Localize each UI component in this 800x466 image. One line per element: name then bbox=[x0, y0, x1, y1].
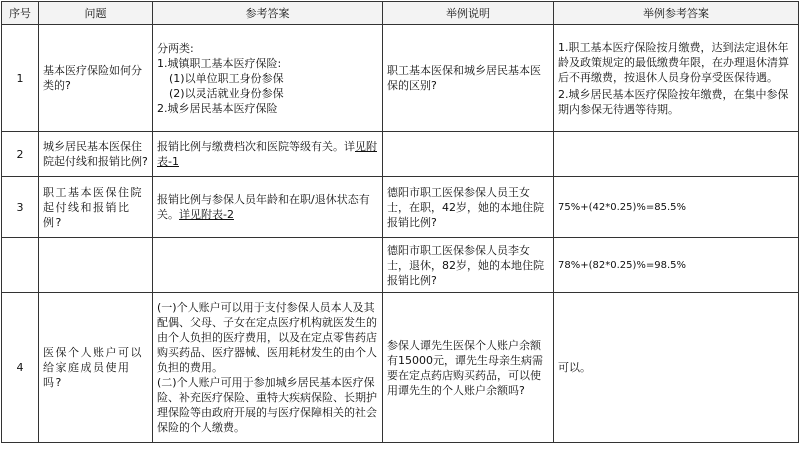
row-number: 1 bbox=[2, 25, 39, 132]
appendix-link-2[interactable]: 详见附表-2 bbox=[179, 208, 234, 221]
row-answer bbox=[153, 238, 383, 293]
row-number: 3 bbox=[2, 177, 39, 238]
answer-line: 分两类: bbox=[157, 41, 194, 55]
answer-line: (一)个人账户可以用于支付参保人员本人及其配偶、父母、子女在定点医疗机构就医发生的由个人负担的医疗费用，以及在定点零售药店购买药品、医疗器械、医用耗材发生的由个人负担的费用。 bbox=[157, 301, 377, 374]
answer-line: (1)以单位职工身份参保 bbox=[169, 71, 284, 85]
row-question: 医保个人账户可以给家庭成员使用吗? bbox=[39, 293, 153, 443]
row-number bbox=[2, 238, 39, 293]
answer-line: 2.城乡居民基本医疗保险 bbox=[157, 101, 278, 115]
row-question: 基本医疗保险如何分类的? bbox=[39, 25, 153, 132]
row-answer bbox=[153, 132, 383, 177]
answer-text: 报销比例与缴费档次和医院等级有关。详 bbox=[157, 140, 355, 153]
row-example-answer: 78%+(82*0.25)%=98.5% bbox=[554, 238, 799, 293]
appendix-link-1[interactable]: 见附表-1 bbox=[157, 140, 377, 168]
row-answer bbox=[153, 177, 383, 238]
answer-line: (二)个人账户可用于参加城乡居民基本医疗保险、补充医疗保险、重特大疾病保险、长期护理保险等由政府开展的与医疗保障相关的社会保险的个人缴费。 bbox=[157, 376, 377, 434]
row-example: 德阳市职工医保参保人员王女士，在职，42岁，她的本地住院报销比例? bbox=[383, 177, 554, 238]
row-example: 职工基本医保和城乡居民基本医保的区别? bbox=[383, 25, 554, 132]
header-question: 问题 bbox=[39, 2, 153, 25]
row-example-answer: 可以。 bbox=[554, 293, 799, 443]
row-number: 4 bbox=[2, 293, 39, 443]
example-answer-line: 1.职工基本医疗保险按月缴费，达到法定退休年龄及政策规定的最低缴费年限，在办理退休清算后不再缴费，按退休人员身份享受医保待遇。 bbox=[558, 40, 789, 84]
header-no: 序号 bbox=[2, 2, 39, 25]
faq-table bbox=[1, 1, 799, 443]
row-example-answer bbox=[554, 132, 799, 177]
answer-line: 1.城镇职工基本医疗保险: bbox=[157, 56, 282, 70]
header-answer: 参考答案 bbox=[153, 2, 383, 25]
row-number: 2 bbox=[2, 132, 39, 177]
row-example: 参保人谭先生医保个人账户余额有15000元，谭先生母亲生病需要在定点药店购买药品，可以使用谭先生的个人账户余额吗? bbox=[383, 293, 554, 443]
table-row bbox=[2, 25, 799, 132]
answer-line: (2)以灵活就业身份参保 bbox=[169, 86, 284, 100]
table-row bbox=[2, 293, 799, 443]
row-answer bbox=[153, 293, 383, 443]
answer-text: 报销比例与参保人员年龄和在职/退休状态有关。 bbox=[157, 193, 370, 221]
table-row bbox=[2, 132, 799, 177]
example-answer-line: 2.城乡居民基本医疗保险按年缴费，在集中参保期内参保无待遇等待期。 bbox=[558, 87, 789, 116]
row-example-answer bbox=[554, 25, 799, 132]
header-example-answer: 举例参考答案 bbox=[554, 2, 799, 25]
row-question: 职工基本医保住院起付线和报销比例? bbox=[39, 177, 153, 238]
header-row bbox=[2, 2, 799, 25]
row-answer bbox=[153, 25, 383, 132]
row-example: 德阳市职工医保参保人员李女士，退休，82岁，她的本地住院报销比例? bbox=[383, 238, 554, 293]
row-question bbox=[39, 238, 153, 293]
row-example bbox=[383, 132, 554, 177]
row-example-answer: 75%+(42*0.25)%=85.5% bbox=[554, 177, 799, 238]
table-row bbox=[2, 177, 799, 238]
row-question: 城乡居民基本医保住院起付线和报销比例? bbox=[39, 132, 153, 177]
header-example: 举例说明 bbox=[383, 2, 554, 25]
table-row bbox=[2, 238, 799, 293]
